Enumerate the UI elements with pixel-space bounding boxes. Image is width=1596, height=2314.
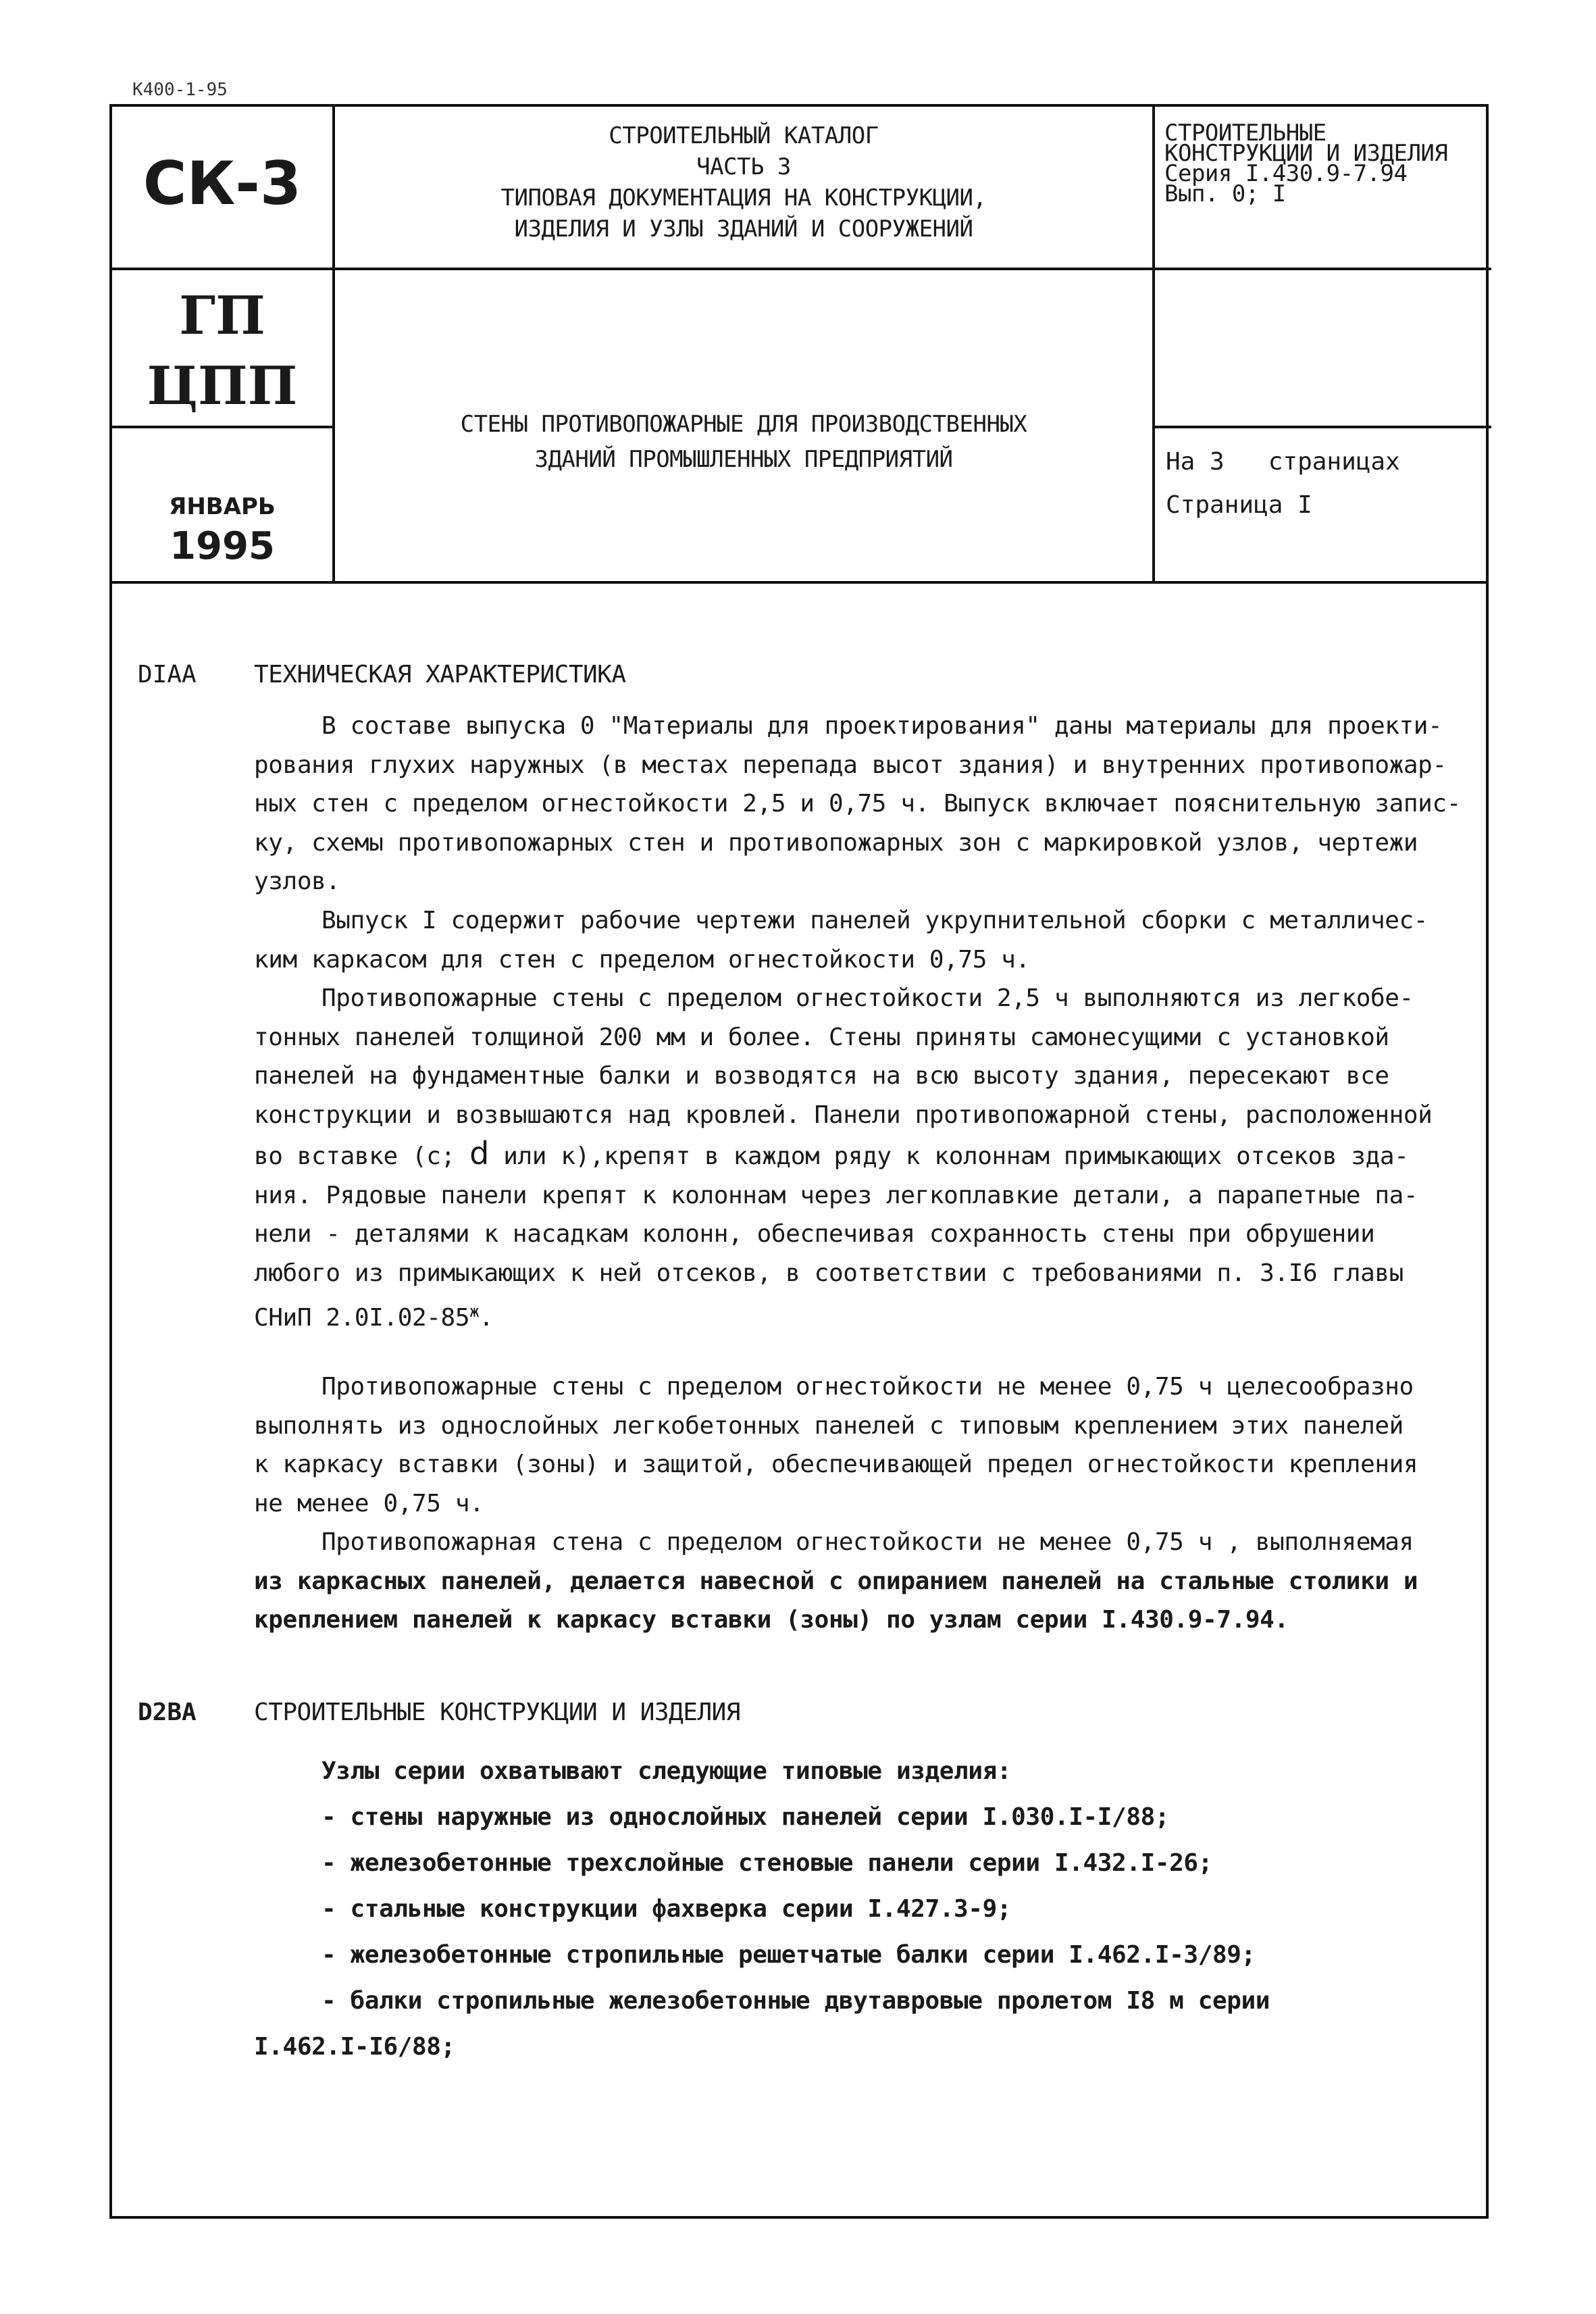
text-fragment: или к),крепят в каждом ряду к колоннам примыкающих отсеков зда- [503,1142,1409,1170]
text-line: В составе выпуска 0 "Материалы для проектирования" даны материалы для проекти- [321,712,1443,740]
series-line: Вып. 0; I [1164,180,1286,207]
list-intro: Узлы серии охватывают следующие типовые изделия: [321,1757,1012,1785]
catalog-title-line: СТРОИТЕЛЬНЫЙ КАТАЛОГ [609,122,879,149]
text-line: Выпуск I содержит рабочие чертежи панелей укрупнительной сборки с металличес- [321,907,1428,934]
list-item: - стальные конструкции фахверка серии I.427.3-9; [321,1895,1012,1923]
divider [112,268,1491,270]
text-line: нели - деталями к насадкам колонн, обеспечивая сохранность стены при обрушении [254,1220,1375,1248]
paragraph [254,1523,1418,1640]
text-line: рования глухих наружных (в местах перепада высот здания) и внутренних противопожар- [254,751,1447,779]
section-code: D2BA [138,1699,197,1726]
text-fragment: СНиП 2.0I.02-85 [254,1304,470,1332]
symbol-d: d [469,1135,489,1172]
list-item: - балки стропильные железобетонные двутавровые пролетом I8 м серии [321,1987,1270,2015]
list-item: - железобетонные трехслойные стеновые панели серии I.432.I-26; [321,1849,1212,1877]
text-line: Противопожарные стены с пределом огнестойкости 2,5 ч выполняются из легкобе- [321,984,1414,1012]
text-line: не менее 0,75 ч. [254,1489,484,1517]
issue-month: ЯНВАРЬ [169,493,276,520]
text-line: ку, схемы противопожарных стен и противопожарных зон с маркировкой узлов, чертежи [254,828,1418,857]
document-title-line: ЗДАНИЙ ПРОМЫШЛЕННЫХ ПРЕДПРИЯТИЙ [534,446,953,473]
series-line: Серия I.430.9-7.94 [1164,160,1408,187]
catalog-title [335,120,1152,245]
document-code: К400-1-95 [132,80,228,100]
catalog-title-line: ИЗДЕЛИЯ И УЗЛЫ ЗДАНИЙ И СООРУЖЕНИЙ [514,216,973,243]
catalog-title-line: ТИПОВАЯ ДОКУМЕНТАЦИЯ НА КОНСТРУКЦИИ, [500,184,987,211]
section-code: DIAA [138,661,197,688]
text-line: конструкции и возвышаются над кровлей. Панели противопожарной стены, расположенной [254,1101,1433,1129]
document-title [335,407,1152,477]
divider [1152,426,1491,428]
text-line [254,1134,1409,1176]
catalog-title-line: ЧАСТЬ 3 [696,153,791,180]
organization [112,281,332,422]
paragraph [254,979,1433,1338]
text-line: из каркасных панелей, делается навесной с опиранием панелей на стальные столики и [254,1567,1418,1595]
series-info [1164,120,1489,207]
page-current: Страница I [1166,491,1312,519]
text-line: выполнять из однослойных легкобетонных панелей с типовым креплением этих панелей [254,1411,1404,1440]
document-sheet [109,104,1489,2219]
text-line: к каркасу вставки (зоны) и защитой, обеспечивающей предел огнестойкости крепления [254,1451,1418,1478]
divider [1152,107,1155,584]
section-title: СТРОИТЕЛЬНЫЕ КОНСТРУКЦИИ И ИЗДЕЛИЯ [254,1699,740,1726]
series-line: КОНСТРУКЦИИ И ИЗДЕЛИЯ [1164,140,1448,167]
paragraph [254,901,1428,979]
text-line: СНиП $2.0I.02-85^ж$. [254,1302,494,1332]
items-list [254,1749,1409,2070]
text-line: креплением панелей к каркасу вставки (зоны) по узлам серии I.430.9-7.94. [254,1606,1289,1634]
text-line: панелей на фундаментные балки и возводятся на всю высоту здания, пересекают все [254,1062,1389,1090]
organization-line: ЦПП [147,355,298,417]
list-item-continuation: I.462.I-I6/88; [254,2033,455,2061]
list-item: - стены наружные из однослойных панелей серии I.030.I-I/88; [321,1803,1170,1831]
organization-line: ГП [179,285,265,347]
text-line: ким каркасом для стен с пределом огнестойкости 0,75 ч. [254,945,1030,974]
text-line: Противопожарные стены с пределом огнестойкости не менее 0,75 ч целесообразно [321,1373,1414,1401]
issue-year: 1995 [170,524,275,568]
catalog-badge: СК-3 [143,149,302,218]
document-title-line: СТЕНЫ ПРОТИВОПОЖАРНЫЕ ДЛЯ ПРОИЗВОДСТВЕННЫХ [460,411,1027,438]
series-line: СТРОИТЕЛЬНЫЕ [1164,120,1327,147]
paragraph [254,1367,1418,1523]
divider [112,426,332,428]
text-line: узлов. [254,867,340,895]
text-line: тонных панелей толщиной 200 мм и более. Стены приняты самонесущими с установкой [254,1023,1389,1051]
page-info [1166,441,1490,527]
title-block [112,107,1486,584]
paragraph [254,707,1462,901]
footnote-mark: ж [469,1302,480,1321]
text-line: любого из примыкающих к ней отсеков, в соответствии с требованиями п. 3.I6 главы [254,1259,1404,1287]
pages-total: На 3 страницах [1166,448,1400,476]
text-line: ных стен с пределом огнестойкости 2,5 и 0,75 ч. Выпуск включает пояснительную запис- [254,790,1462,818]
text-line: ния. Рядовые панели крепят к колоннам через легкоплавкие детали, а парапетные па- [254,1181,1418,1209]
text-fragment: во вставке (с; [254,1142,455,1170]
text-line: Противопожарная стена с пределом огнестойкости не менее 0,75 ч , выполняемая [321,1528,1414,1556]
list-item: - железобетонные стропильные решетчатые балки серии I.462.I-3/89; [321,1941,1256,1969]
section-title: ТЕХНИЧЕСКАЯ ХАРАКТЕРИСТИКА [254,661,626,688]
